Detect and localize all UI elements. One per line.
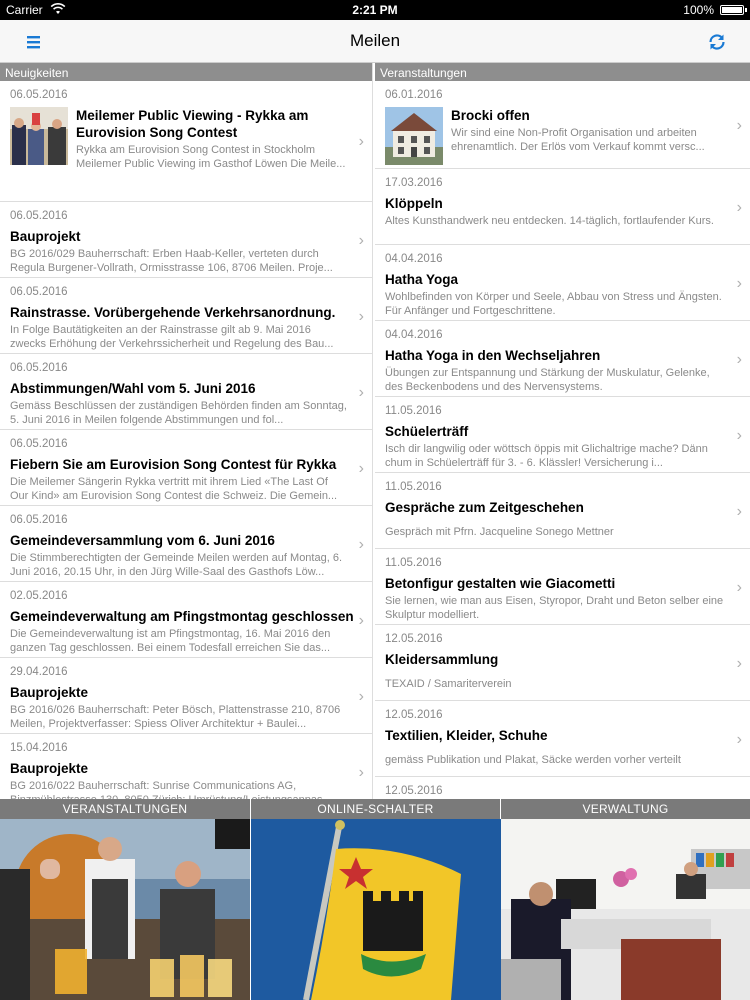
chevron-right-icon: ›	[736, 116, 742, 134]
news-desc: In Folge Bautätigkeiten an der Rainstrasse gilt ab 9. Mai 2016 zwecks Erhöhung der Verkehrssicherheit und Regelung des Bau...	[10, 324, 334, 350]
event-date: 06.01.2016	[385, 89, 443, 101]
chevron-right-icon: ›	[358, 611, 364, 629]
news-date: 06.05.2016	[10, 89, 68, 101]
chevron-right-icon: ›	[736, 730, 742, 748]
event-date: 17.03.2016	[385, 177, 443, 189]
event-item[interactable]	[375, 245, 750, 321]
chevron-right-icon: ›	[358, 133, 364, 150]
news-date: 06.05.2016	[10, 286, 68, 298]
tile-verwaltung[interactable]	[501, 799, 750, 1000]
verwaltung-image	[501, 819, 750, 1000]
event-title: Brocki offen	[451, 108, 530, 123]
news-date: 06.05.2016	[10, 438, 68, 450]
event-title: Kleidersammlung	[385, 652, 499, 667]
news-desc: BG 2016/022 Bauherrschaft: Sunrise Communications AG,	[10, 780, 297, 792]
news-title: Abstimmungen/Wahl vom 5. Juni 2016	[10, 381, 256, 396]
event-item[interactable]	[375, 473, 750, 549]
news-title: Rainstrasse. Vorübergehende Verkehrsanordnung.	[10, 305, 336, 320]
event-desc: Wohlbefinden von Körper und Seele, Abbau von Stress und Ängsten. Für Anfänger und Fortgeschrittene.	[385, 291, 722, 317]
news-section-header: Neuigkeiten	[0, 63, 372, 81]
news-title: Gemeindeversammlung vom 6. Juni 2016	[10, 533, 275, 548]
news-item[interactable]	[0, 202, 372, 278]
news-item[interactable]	[0, 430, 372, 506]
event-desc: Übungen zur Entspannung und Stärkung der Muskulatur, Gelenke, des Beckenbodens und des Nervensystems.	[385, 367, 710, 393]
chevron-right-icon: ›	[358, 535, 364, 553]
chevron-right-icon: ›	[358, 383, 364, 401]
news-title: Bauprojekt	[10, 229, 81, 244]
hamburger-menu-icon[interactable]	[22, 32, 46, 52]
battery-icon	[720, 5, 744, 15]
event-title: Hatha Yoga in den Wechseljahren	[385, 348, 601, 363]
event-item[interactable]	[375, 701, 750, 777]
chevron-right-icon: ›	[736, 578, 742, 596]
news-desc: Die Meilemer Sängerin Rykka vertritt mit ihrem Lied «The Last Of Our Kind» am Eurovision Song Contest die Schweiz. Die Gemein...	[10, 476, 338, 502]
event-date: 11.05.2016	[385, 481, 442, 493]
event-title: Gespräche zum Zeitgeschehen	[385, 500, 584, 515]
news-desc: BG 2016/026 Bauherrschaft: Peter Bösch, Plattenstrasse 210, 8706 Meilen, Projektverfasser: Spiess Oliver Architektur + Baulei...	[10, 704, 341, 730]
chevron-right-icon: ›	[358, 307, 364, 325]
refresh-icon[interactable]	[706, 31, 728, 53]
news-item[interactable]	[0, 278, 372, 354]
tile-label: VERWALTUNG	[501, 799, 750, 819]
navigation-bar	[0, 20, 750, 63]
event-desc: Sie lernen, wie man aus Eisen, Styropor, Draht und Beton selber eine Skulptur modelliert.	[385, 595, 724, 621]
event-date: 11.05.2016	[385, 405, 442, 417]
event-date: 11.05.2016	[385, 557, 442, 569]
event-title: Betonfigur gestalten wie Giacometti	[385, 576, 616, 591]
event-item[interactable]	[375, 169, 750, 245]
chevron-right-icon: ›	[736, 198, 742, 216]
event-title: Hatha Yoga	[385, 272, 459, 287]
event-title: Schüelerträff	[385, 424, 469, 439]
chevron-right-icon: ›	[358, 687, 364, 705]
event-thumbnail	[385, 107, 443, 165]
news-date: 06.05.2016	[10, 514, 68, 526]
tile-label: ONLINE-SCHALTER	[251, 799, 500, 819]
news-column	[0, 63, 373, 799]
tile-online-schalter[interactable]	[250, 799, 501, 1000]
news-desc: Rykka am Eurovision Song Contest in Stockholm Meilemer Public Viewing im Gasthof Löwen Die Meile...	[76, 144, 346, 170]
news-title: Bauprojekte	[10, 761, 89, 776]
chevron-right-icon: ›	[736, 274, 742, 292]
chevron-right-icon: ›	[736, 426, 742, 444]
news-title: Gemeindeverwaltung am Pfingstmontag geschlossen	[10, 609, 354, 624]
news-item[interactable]	[0, 658, 372, 734]
events-section-header: Veranstaltungen	[375, 63, 750, 81]
tile-label: VERANSTALTUNGEN	[0, 799, 250, 819]
chevron-right-icon: ›	[736, 502, 742, 520]
news-item[interactable]	[0, 506, 372, 582]
news-desc: BG 2016/029 Bauherrschaft: Erben Haab-Keller, verteten durch Regula Burgener-Vollrath, Ormisstrasse 106, 8706 Meilen. Proje...	[10, 248, 333, 274]
event-date: 12.05.2016	[385, 633, 443, 645]
news-thumbnail	[10, 107, 68, 165]
flag-image	[251, 819, 502, 1000]
events-column	[375, 63, 750, 799]
carrier-label: Carrier	[6, 3, 43, 17]
chevron-right-icon: ›	[358, 231, 364, 249]
event-date: 04.04.2016	[385, 253, 443, 265]
veranstaltungen-image	[0, 819, 250, 1000]
event-item[interactable]	[375, 625, 750, 701]
clock: 2:21 PM	[352, 3, 398, 17]
event-desc: gemäss Publikation und Plakat, Säcke werden vorher verteilt	[385, 754, 681, 766]
battery-percent: 100%	[683, 3, 714, 17]
news-date: 29.04.2016	[10, 666, 68, 678]
news-title: Meilemer Public Viewing - Rykka am Eurovision Song Contest	[76, 108, 309, 140]
news-desc: Gemäss Beschlüssen der zuständigen Behörden finden am Sonntag, 5. Juni 2016 in Meilen folgende Abstimmungen und fol...	[10, 400, 347, 426]
news-date: 06.05.2016	[10, 210, 68, 222]
news-date: 06.05.2016	[10, 362, 68, 374]
chevron-right-icon: ›	[736, 654, 742, 672]
chevron-right-icon: ›	[358, 763, 364, 781]
news-item[interactable]	[0, 81, 372, 202]
event-date: 12.05.2016	[385, 785, 443, 797]
news-item[interactable]	[0, 582, 372, 658]
event-desc: Altes Kunsthandwerk neu entdecken. 14-täglich, fortlaufender Kurs.	[385, 215, 714, 227]
bottom-tiles	[0, 799, 750, 1000]
news-item[interactable]	[0, 354, 372, 430]
event-desc: TEXAID / Samariterverein	[385, 678, 512, 690]
news-date: 02.05.2016	[10, 590, 68, 602]
event-desc: Isch dir langwilig oder wöttsch öppis mit Glichaltrige mache? Dänn chum in Schüelerträff für 3. - 6. Klässler! Versicherung i...	[385, 443, 708, 469]
news-desc: Die Stimmberechtigten der Gemeinde Meilen werden auf Montag, 6. Juni 2016, 20.15 Uhr, in den Jürg Wille-Saal des Gasthofs Löw...	[10, 552, 343, 578]
page-title: Meilen	[349, 31, 401, 50]
event-title: Klöppeln	[385, 196, 443, 211]
event-date: 12.05.2016	[385, 709, 443, 721]
event-item[interactable]	[375, 397, 750, 473]
news-title: Fiebern Sie am Eurovision Song Contest für Rykka	[10, 457, 337, 472]
event-date: 04.04.2016	[385, 329, 443, 341]
news-desc: Die Gemeindeverwaltung ist am Pfingstmontag, 16. Mai 2016 den ganzen Tag geschlossen. Bei einem Todesfall erreichen Sie das...	[10, 628, 331, 654]
event-desc: Gespräch mit Pfrn. Jacqueline Sonego Mettner	[385, 526, 614, 538]
status-bar	[0, 0, 750, 20]
event-item[interactable]	[375, 81, 750, 169]
chevron-right-icon: ›	[736, 350, 742, 368]
chevron-right-icon: ›	[358, 459, 364, 477]
news-date: 15.04.2016	[10, 742, 68, 754]
news-title: Bauprojekte	[10, 685, 89, 700]
event-title: Textilien, Kleider, Schuhe	[385, 728, 548, 743]
event-item[interactable]	[375, 321, 750, 397]
tile-veranstaltungen[interactable]	[0, 799, 250, 1000]
event-item[interactable]	[375, 549, 750, 625]
event-desc: Wir sind eine Non-Profit Organisation und arbeiten ehrenamtlich. Der Erlös vom Verkauf kommt versc...	[451, 127, 705, 153]
